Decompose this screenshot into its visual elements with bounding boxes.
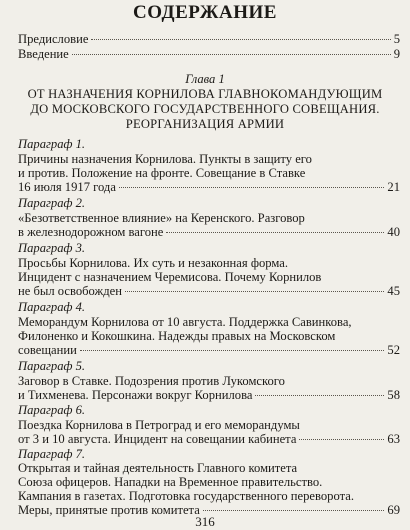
dot-leader (91, 39, 390, 40)
section-line: не был освобожден (18, 284, 122, 298)
paragraph-label: Параграф 1. (18, 137, 86, 151)
dot-leader (166, 232, 384, 233)
toc-entry-page: 40 (387, 225, 400, 239)
section-line: Кампания в газетах. Подготовка государственного переворота. (18, 489, 354, 503)
section-line: Меморандум Корнилова от 10 августа. Поддержка Савинкова, (18, 315, 352, 329)
toc-entry-paragraph-2[interactable] (18, 225, 400, 240)
toc-entry-paragraph-6[interactable] (18, 432, 400, 447)
dot-leader (255, 395, 384, 396)
paragraph-label: Параграф 3. (18, 241, 86, 255)
chapter-title-line-2: ДО МОСКОВСКОГО ГОСУДАРСТВЕННОГО СОВЕЩАНИЯ. (30, 102, 380, 116)
page-title: СОДЕРЖАНИЕ (133, 2, 277, 23)
section-line: Филоненко и Кокошкина. Надежды правых на Московском (18, 329, 336, 343)
toc-entry-paragraph-4[interactable] (18, 343, 400, 358)
dot-leader (72, 54, 391, 55)
paragraph-label: Параграф 5. (18, 359, 86, 373)
toc-entry-page: 52 (387, 343, 400, 357)
section-line: совещании (18, 343, 77, 357)
section-line: Союза офицеров. Нападки на Временное правительство. (18, 475, 323, 489)
section-line: в железнодорожном вагоне (18, 225, 164, 239)
dot-leader (299, 439, 384, 440)
toc-entry-paragraph-3[interactable] (18, 284, 400, 299)
paragraph-label: Параграф 2. (18, 196, 86, 210)
toc-entry-label: Предисловие (18, 32, 89, 46)
toc-entry-paragraph-5[interactable] (18, 388, 400, 403)
toc-entry-page: 5 (393, 32, 400, 46)
section-line: Заговор в Ставке. Подозрения против Лукомского (18, 374, 285, 388)
toc-entry-introduction[interactable] (18, 47, 400, 62)
chapter-heading (0, 72, 410, 132)
toc-entry-page: 45 (387, 284, 400, 298)
page-number: 316 (195, 514, 215, 529)
section-line: «Безответственное влияние» на Керенского. Разговор (18, 211, 305, 225)
dot-leader (80, 350, 385, 351)
section-line: от 3 и 10 августа. Инцидент на совещании кабинета (18, 432, 297, 446)
section-line: и Тихменева. Персонажи вокруг Корнилова (18, 388, 253, 402)
chapter-title-line-3: РЕОРГАНИЗАЦИЯ АРМИИ (125, 117, 285, 131)
toc-entry-page: 58 (387, 388, 400, 402)
dot-leader (125, 291, 384, 292)
section-line: Инцидент с назначением Черемисова. Почему Корнилов (18, 270, 322, 284)
section-line: и против. Положение на фронте. Совещание в Ставке (18, 166, 306, 180)
section-line: Меры, принятые против комитета (18, 503, 200, 517)
section-line: Причины назначения Корнилова. Пункты в защиту его (18, 152, 312, 166)
toc-entry-page: 63 (387, 432, 400, 446)
paragraph-label: Параграф 7. (18, 447, 86, 461)
toc-entry-page: 9 (393, 47, 400, 61)
paragraph-label: Параграф 4. (18, 300, 86, 314)
dot-leader (119, 187, 384, 188)
section-line: Поездка Корнилова в Петроград и его меморандумы (18, 418, 300, 432)
chapter-number: Глава 1 (185, 72, 225, 86)
paragraph-label: Параграф 6. (18, 403, 86, 417)
toc-entry-page: 69 (387, 503, 400, 517)
section-line: Открытая и тайная деятельность Главного комитета (18, 461, 298, 475)
dot-leader (203, 510, 385, 511)
chapter-title-line-1: ОТ НАЗНАЧЕНИЯ КОРНИЛОВА ГЛАВНОКОМАНДУЮЩИМ (27, 87, 383, 101)
toc-entry-page: 21 (387, 180, 400, 194)
section-line: 16 июля 1917 года (18, 180, 116, 194)
toc-entry-label: Введение (18, 47, 69, 61)
toc-entry-preface[interactable] (18, 32, 400, 47)
toc-entry-paragraph-1[interactable] (18, 180, 400, 195)
section-line: Просьбы Корнилова. Их суть и незаконная форма. (18, 256, 289, 270)
